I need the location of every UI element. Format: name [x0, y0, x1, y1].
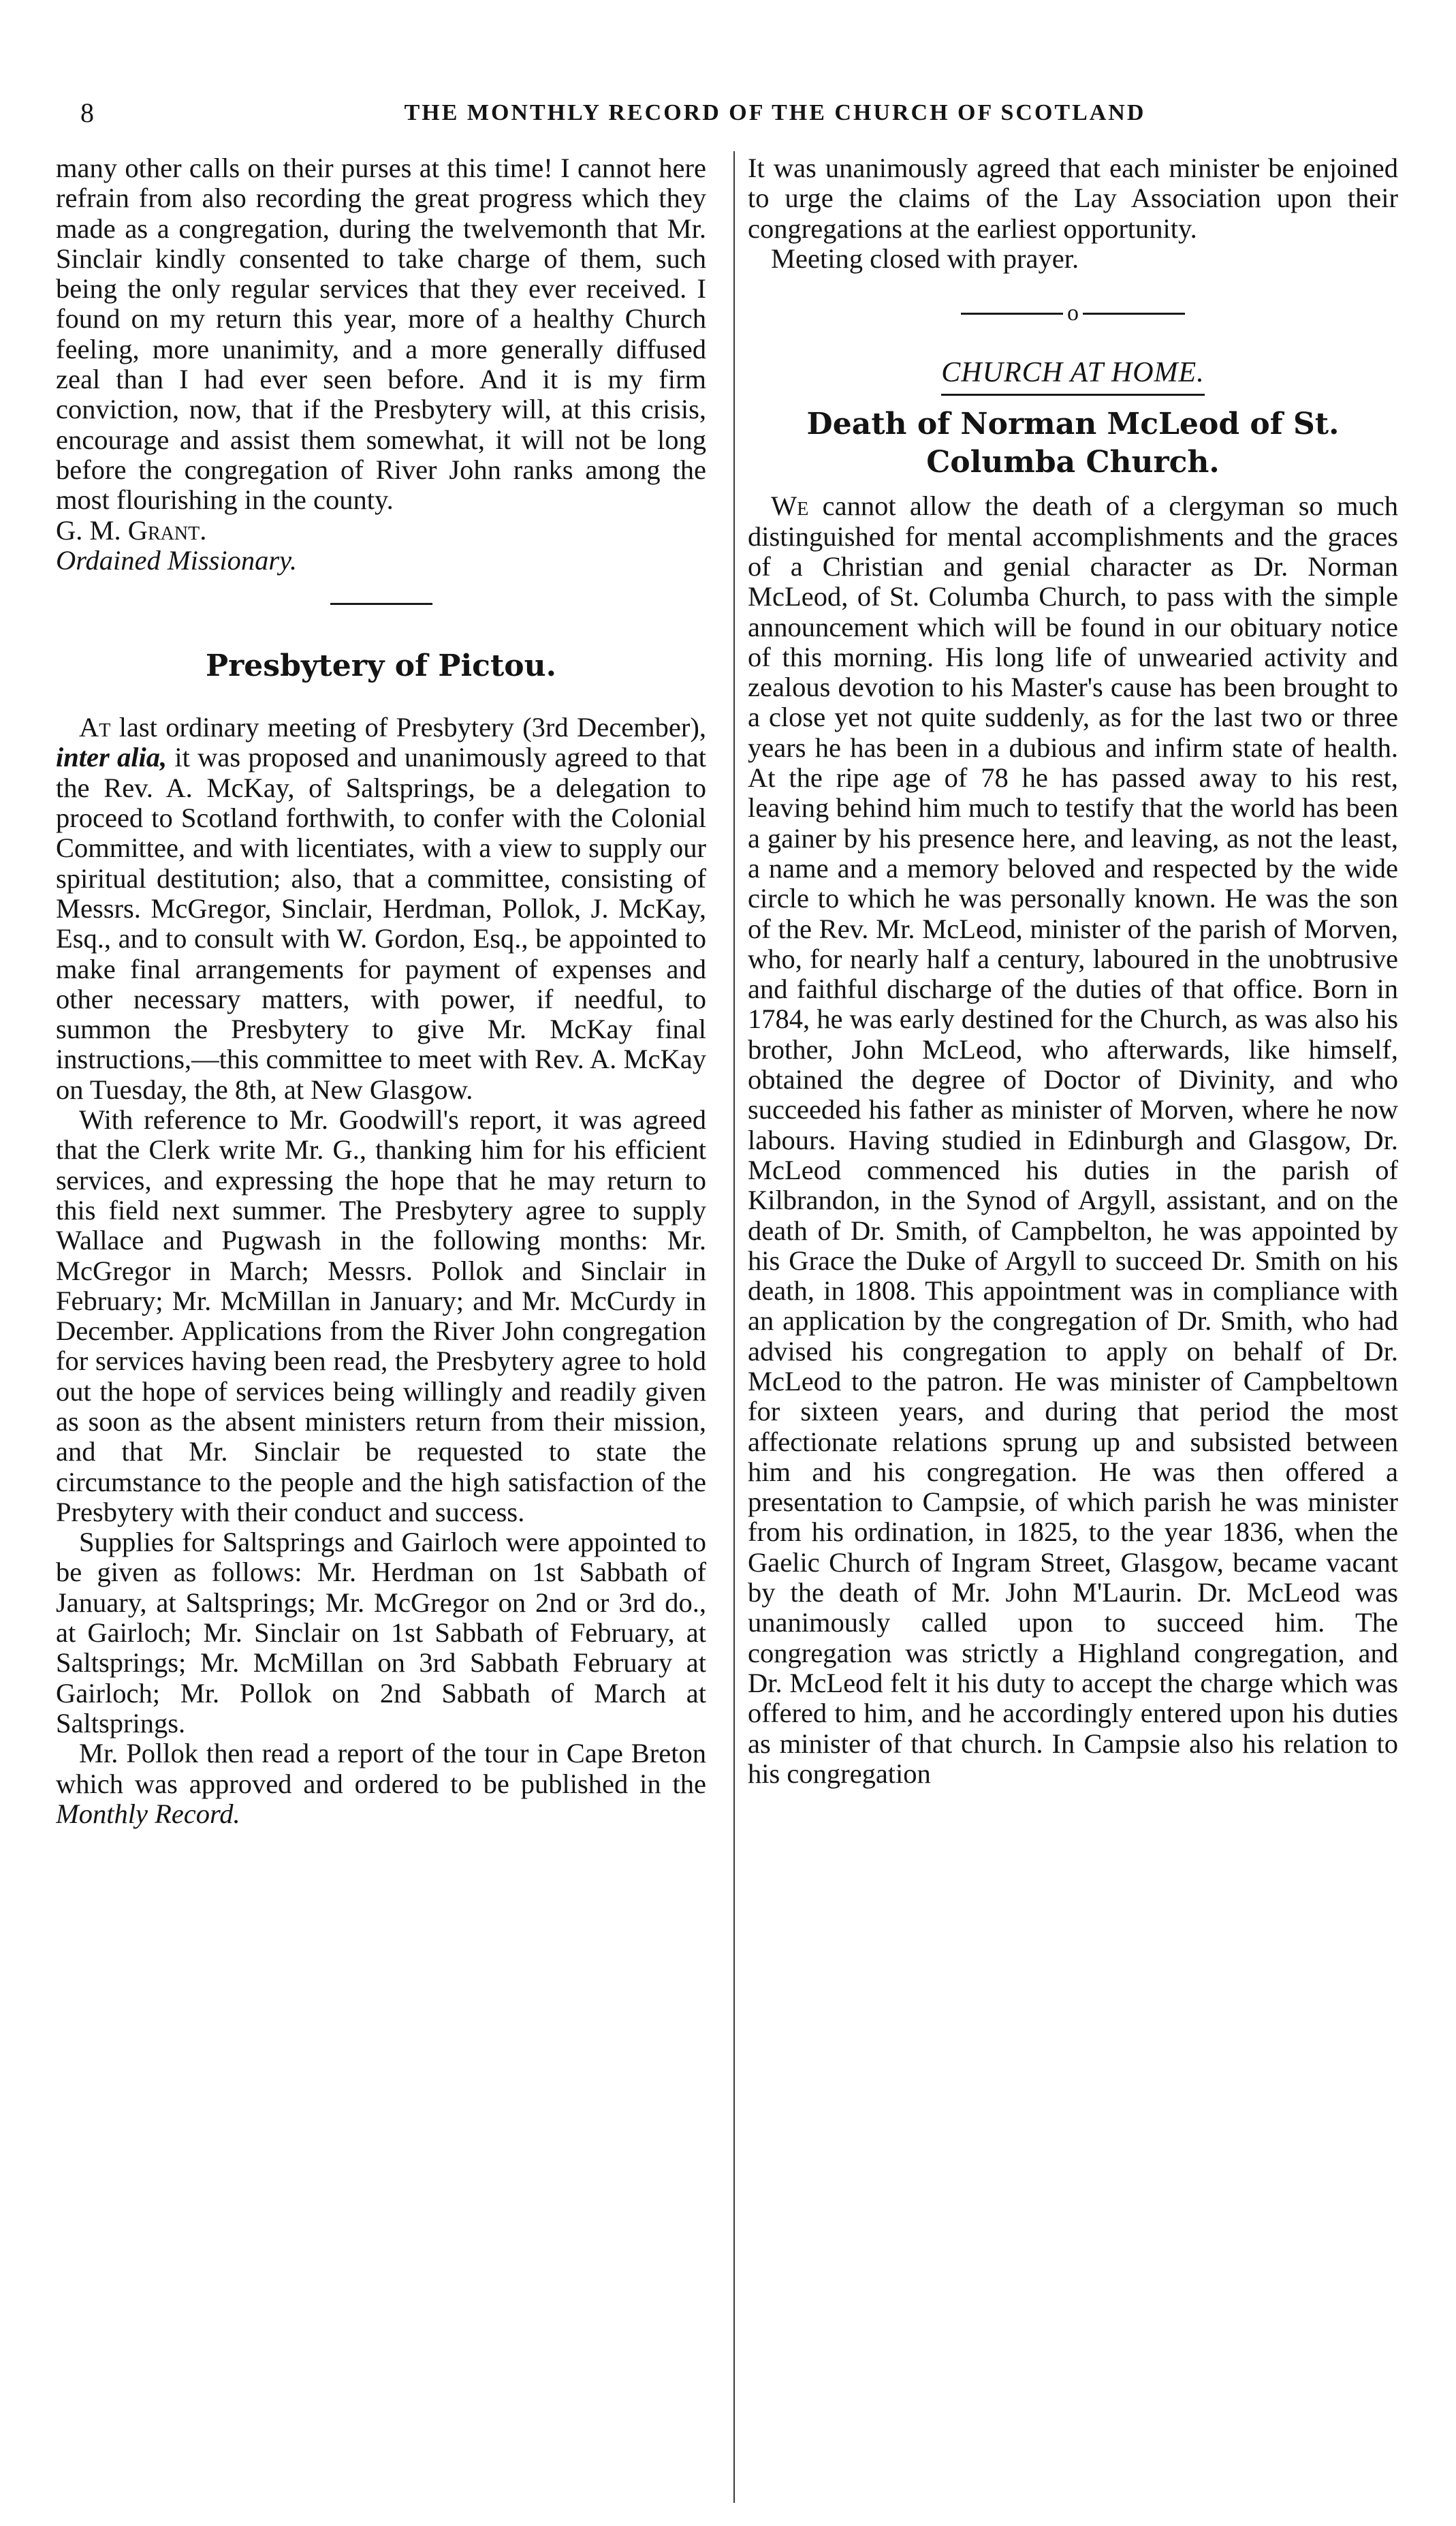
left-column	[56, 153, 706, 2510]
column-divider	[733, 151, 735, 2503]
presbytery-paragraph-3: Supplies for Saltsprings and Gairloch were appointed to be given as follows: Mr. Herdman on 1st Sabbath of January, at Saltsprings; Mr. McGregor on 2nd or 3rd do., at Gairloch; Mr. Sinclair on 1st Sabbath of February, at Saltsprings; Mr. McMillan on 3rd Sabbath February at Gairloch; Mr. Pollok on 2nd Sabbath of March at Saltsprings.	[56, 1527, 706, 1738]
drop-lead-caps: We	[771, 490, 809, 522]
continued-minutes-paragraph: It was unanimously agreed that each minister be enjoined to urge the claims of the Lay Association upon their congregations at the earliest opportunity.	[748, 153, 1398, 244]
right-column	[748, 153, 1398, 2510]
church-at-home-title: CHURCH AT HOME.	[748, 354, 1398, 396]
ornamental-separator: o	[748, 292, 1398, 334]
presbytery-paragraph-4: Mr. Pollok then read a report of the tour in Cape Breton which was approved and ordered to be published in the Monthly Record.	[56, 1738, 706, 1829]
continued-letter-paragraph: many other calls on their purses at this time! I cannot here refrain from also recording the great progress which they made as a congregation, during the twelvemonth that Mr. Sinclair kindly consented to take charge of them, such being the only regular services that they ever received. I found on my return this year, more of a healthy Church feeling, more unanimity, and a more generally diffused zeal than I had ever seen before. And it is my firm conviction, now, that if the Presbytery will, at this crisis, encourage and assist them somewhat, it will not be long before the congregation of River John ranks among the most flourishing in the county.	[56, 153, 706, 516]
presbytery-heading: Presbytery of Pictou.	[206, 649, 556, 684]
presbytery-paragraph-2: With reference to Mr. Goodwill's report, it was agreed that the Clerk write Mr. G., thanking him for his efficient services, and expressing the hope that he may return to this field next summer. The Presbytery agree to supply Wallace and Pugwash in the following months: Mr. McGregor in March; Messrs. Pollok and Sinclair in February; Mr. McMillan in January; and Mr. McCurdy in December. Applications from the River John congregation for services having been read, the Presbytery agree to hold out the hope of services being willingly and readily given as soon as the absent ministers return from their mission, and that Mr. Sinclair be requested to state the circumstance to the people and the high satisfaction of the Presbytery with their conduct and success.	[56, 1104, 706, 1527]
signature-title: Ordained Missionary.	[56, 544, 297, 576]
meeting-closed-line: Meeting closed with prayer.	[771, 243, 1079, 274]
running-title: THE MONTHLY RECORD OF THE CHURCH OF SCOTLAND	[404, 100, 1146, 125]
obituary-paragraph: We cannot allow the death of a clergyman so much distinguished for mental accomplishments and the graces of a Christian and genial character as Dr. Norman McLeod, of St. Columba Church, to pass with the simple announcement which will be found in our obituary notice of this morning. His long life of unwearied activity and zealous devotion to his Master's cause has been brought to a close yet not quite suddenly, as for the last two or three years he has been in a dubious and infirm state of health. At the ripe age of 78 he has passed away to his rest, leaving behind him much to testify that the world has been a gainer by his presence here, and leaving, as not the least, a name and a memory beloved and respected by the wide circle to which he was personally known. He was the son of the Rev. Mr. McLeod, minister of the parish of Morven, who, for nearly half a century, laboured in the unobtrusive and faithful discharge of the duties of that office. Born in 1784, he was early destined for the Church, as was also his brother, John McLeod, who afterwards, like himself, obtained the degree of Doctor of Divinity, and who succeeded his father as minister of Morven, where he now labours. Having studied in Edinburgh and Glasgow, Dr. McLeod commenced his duties in the parish of Kilbrandon, in the Synod of Argyll, assistant, and on the death of Dr. Smith, of Campbelton, he was appointed by his Grace the Duke of Argyll to succeed Dr. Smith on his death, in 1808. This appointment was in compliance with an application by the congregation of Dr. Smith, who had advised his congregation to apply on behalf of Dr. McLeod to the patron. He was minister of Campbeltown for sixteen years, and during that period the most affectionate relations sprung up and subsisted between him and his congregation. He was then offered a presentation to Campsie, of which parish he was minister from his ordination, in 1825, to the year 1836, when the Gaelic Church of Ingram Street, Glasgow, became vacant by the death of Mr. John M'Laurin. Dr. McLeod was unanimously called upon to succeed him. The congregation was strictly a Highland congregation, and Dr. McLeod felt it his duty to accept the charge which was offered to him, and he accordingly entered upon his duties as minister of that church. In Campsie also his relation to his congregation	[748, 490, 1398, 1789]
drop-lead-caps: At	[79, 712, 111, 743]
section-separator	[330, 603, 432, 605]
signature-name: G. M. Grant.	[56, 514, 207, 546]
obituary-heading: Death of Norman McLeod of St. Columba Church.	[806, 407, 1340, 480]
page-header	[80, 95, 1374, 131]
page-number: 8	[80, 97, 94, 128]
presbytery-paragraph-1: At last ordinary meeting of Presbytery (3rd December), inter alia, it was proposed and unanimously agreed to that the Rev. A. McKay, of Saltsprings, be a delegation to proceed to Scotland forthwith, to confer with the Colonial Committee, and with licentiates, with a view to supply our spiritual destitution; also, that a committee, consisting of Messrs. McGregor, Sinclair, Herdman, Pollok, J. McKay, Esq., and to consult with W. Gordon, Esq., be appointed to make final arrangements for payment of expenses and other necessary matters, with power, if needful, to summon the Presbytery to give Mr. McKay final instructions,—this committee to meet with Rev. A. McKay on Tuesday, the 8th, at New Glasgow.	[56, 712, 706, 1105]
